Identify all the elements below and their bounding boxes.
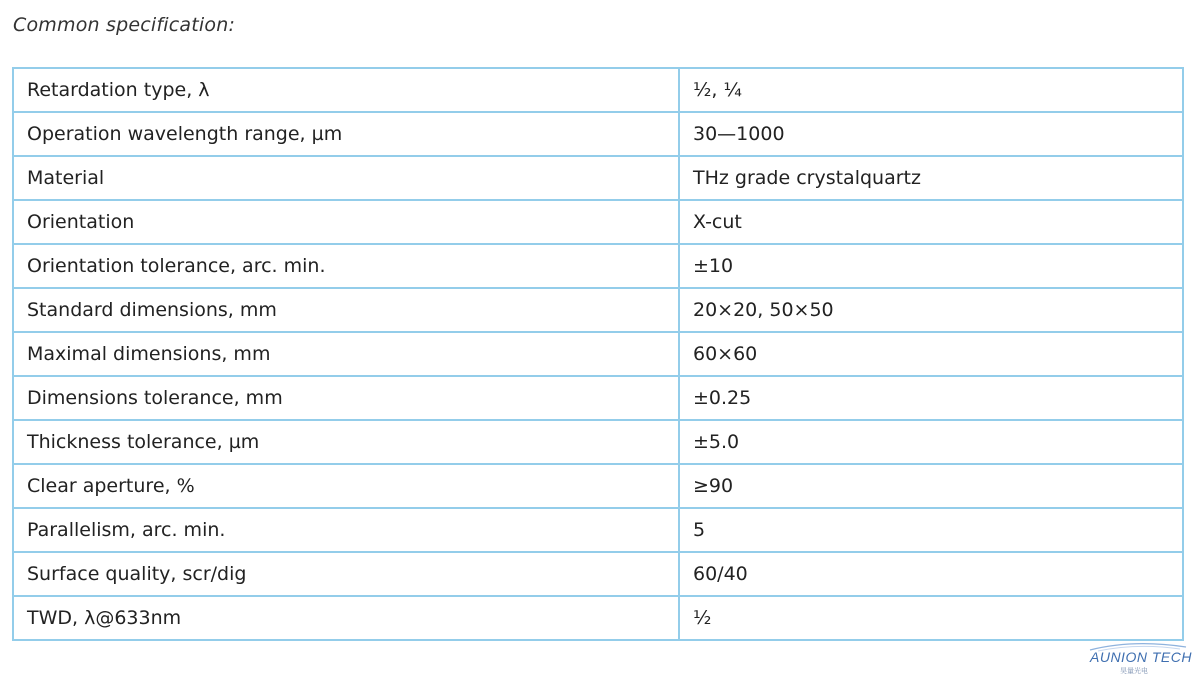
watermark-logo [1088,641,1192,679]
table-row [13,200,1183,244]
spec-table-body [13,68,1183,640]
table-row [13,376,1183,420]
parameter-cell: Orientation [13,200,679,244]
watermark-text: AUNION TECH [1090,649,1192,665]
table-row [13,112,1183,156]
parameter-cell: Clear aperture, % [13,464,679,508]
value-cell: X-cut [679,200,1183,244]
watermark-subtext: 昊量光电 [1120,667,1148,675]
table-row [13,596,1183,640]
table-row [13,464,1183,508]
value-cell: 30—1000 [679,112,1183,156]
parameter-cell: Thickness tolerance, µm [13,420,679,464]
table-row [13,332,1183,376]
parameter-cell: Surface quality, scr/dig [13,552,679,596]
table-row [13,68,1183,112]
table-row [13,420,1183,464]
value-cell: ±10 [679,244,1183,288]
value-cell: ±0.25 [679,376,1183,420]
spec-table [12,67,1184,641]
parameter-cell: Standard dimensions, mm [13,288,679,332]
parameter-cell: TWD, λ@633nm [13,596,679,640]
value-cell: 60/40 [679,552,1183,596]
value-cell: 5 [679,508,1183,552]
value-cell: 60×60 [679,332,1183,376]
value-cell: 20×20, 50×50 [679,288,1183,332]
table-row [13,508,1183,552]
value-cell: ½, ¼ [679,68,1183,112]
parameter-cell: Orientation tolerance, arc. min. [13,244,679,288]
parameter-cell: Maximal dimensions, mm [13,332,679,376]
table-row [13,552,1183,596]
value-cell: ±5.0 [679,420,1183,464]
parameter-cell: Dimensions tolerance, mm [13,376,679,420]
value-cell: THz grade crystalquartz [679,156,1183,200]
parameter-cell: Material [13,156,679,200]
parameter-cell: Parallelism, arc. min. [13,508,679,552]
parameter-cell: Retardation type, λ [13,68,679,112]
table-row [13,156,1183,200]
table-row [13,244,1183,288]
parameter-cell: Operation wavelength range, µm [13,112,679,156]
value-cell: ½ [679,596,1183,640]
table-row [13,288,1183,332]
page-heading: Common specification: [13,14,236,36]
value-cell: ≥90 [679,464,1183,508]
